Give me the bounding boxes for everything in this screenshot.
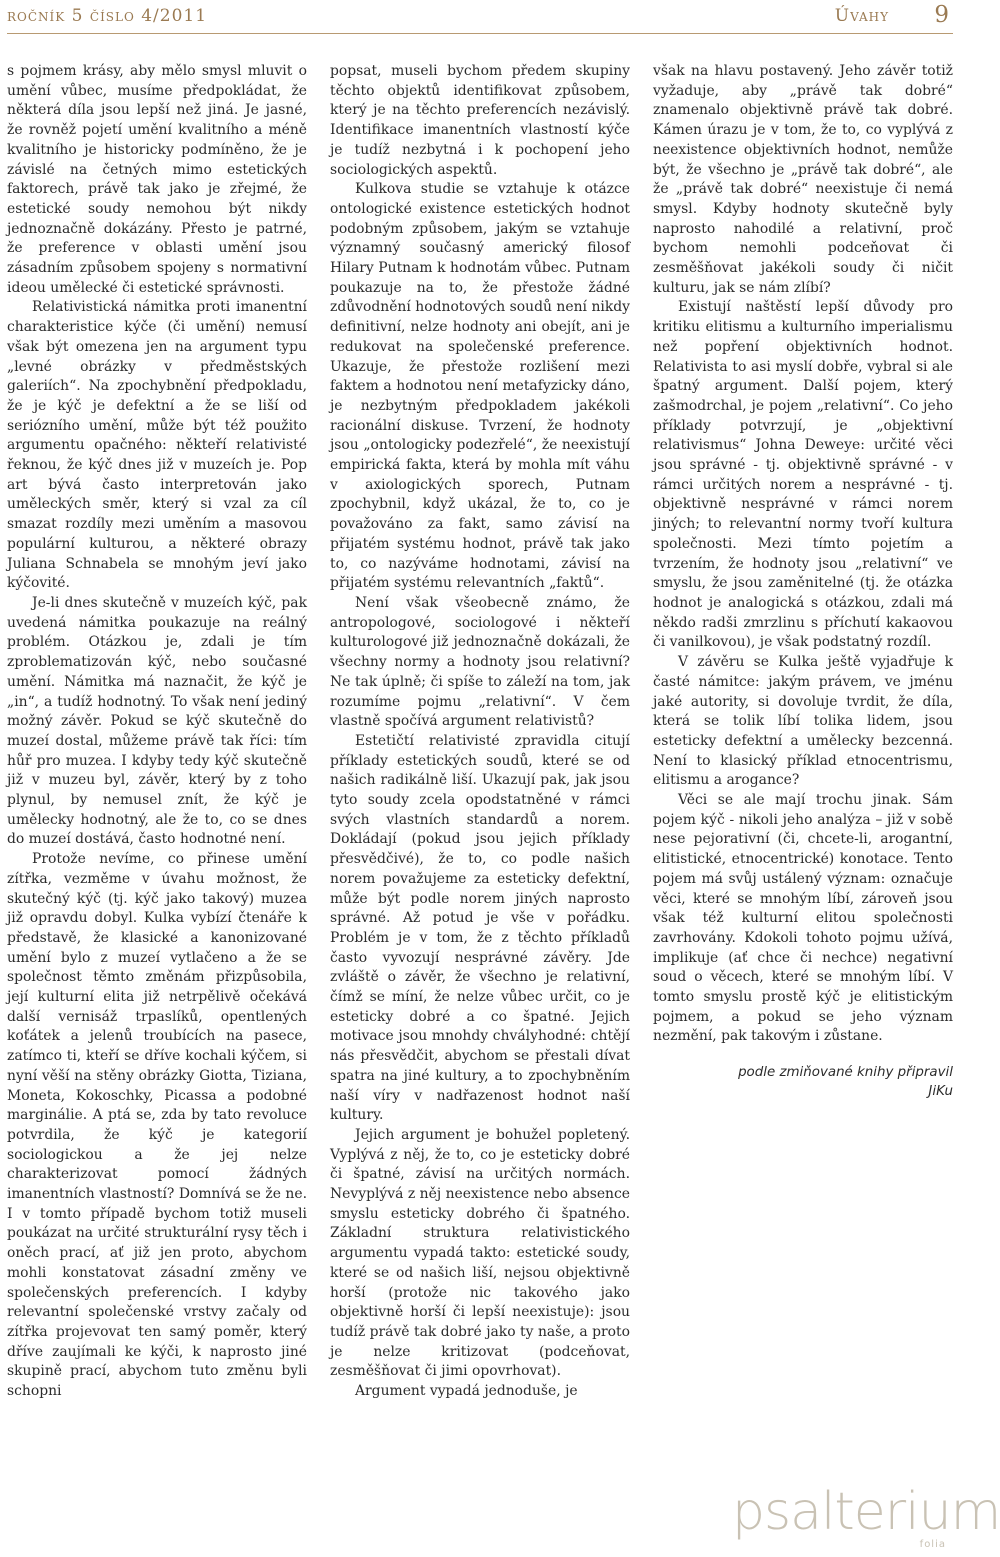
- page-number: 9: [934, 2, 949, 28]
- paragraph: V závěru se Kulka ještě vyjadřuje k časté námitce: jakým právem, ve jménu jaké autority, si dovoluje tvrdit, že díla, která se tolik líbí tolika lidem, jsou esteticky defektní a umělecky bezcenná. Není to klasický příklad etnocentrismu, elitismu a arogance?: [653, 654, 953, 789]
- paragraph: Estetičtí relativisté zpravidla citují příklady estetických soudů, které se od našich radikálně liší. Ukazují pak, jak jsou tyto soudy zcela opodstatněné v rámci svých vlastních standardů a norem. Dokládají (pokud jsou jejich příklady přesvědčivé), že to, co podle našich norem považujeme za esteticky defektní, může být podle norem jiných naprosto správné. Až potud je vše v pořádku. Problém je v tom, že z těchto příkladů často vyvozují nesprávné závěry. Jde zvláště o závěr, že všechno je relativní, čímž se míní, že nelze vůbec určit, co je esteticky dobré a co špatné. Jejich motivace jsou mnohdy chvályhodné: chtějí nás přesvědčit, abychom se přestali dívat spatra na jiné kultury, a to zpochybněním naší víry v nadřazenost hodnot naší kultury.: [330, 732, 630, 1124]
- paragraph: však na hlavu postavený. Jeho závěr totiž vyžaduje, aby „právě tak dobré“ znamenalo objektivně právě tak dobré. Kámen úrazu je v tom, že to, co vyplývá z neexistence objektivních hodnot, nemůže být, že všechno je „právě tak dobré“, ale že „právě tak dobré“ neexistuje či nemá smysl. Kdyby hodnoty skutečně byly naprosto nahodilé a relativní, proč bychom nemohli podceňovat či zesměšňovat jakékoli soudy či ničit kulturu, jak se nám zlíbí?: [653, 63, 953, 296]
- paragraph: Existují naštěstí lepší důvody pro kritiku elitismu a kulturního imperialismu než popření objektivních hodnot. Relativista to asi myslí dobře, vybral si ale špatný argument. Další pojem, který zašmodrchal, je pojem „relativní“. Co jeho příklady potvrzují, je „objektivní relativismus“ Johna Deweye: určité věci jsou správné - tj. objektivně správné - v rámci určitých norem a nesprávné - tj. objektivně nesprávné v rámci norem jiných; to relevantní normy tvoří kultura společnosti. Mezi tímto pojetím a tvrzením, že hodnoty jsou „relativní“ ve smyslu, že jsou zaměnitelné (tj. že otázka hodnot je analogická s otázkou, zdali má někdo radši zmrzlinu s příchutí kakaovou či vanilkovou), je však podstatný rozdíl.: [653, 299, 953, 651]
- paragraph: popsat, museli bychom předem skupiny těchto objektů identifikovat způsobem, který je na těchto preferencích nezávislý. Identifikace imanentních vlastností kýče je tudíž nezbytná i k pochopení jeho sociologických aspektů.: [330, 63, 630, 178]
- section-title: Úvahy: [834, 6, 889, 26]
- paragraph: Protože nevíme, co přinese umění zítřka, vezměme v úvahu možnost, že skutečný kýč (tj. kýč jako takový) muzea již opravdu dobyl. Kulka vybízí čtenáře k představě, že klasické a kanonizované umění bylo z muzeí vytlačeno a že se společnost těmto změnám přizpůsobila, její kulturní elita již netrpělivě očekává další vernisáž trpaslíků, opentlených koťátek a jelenů troubících na pasece, zatímco ti, kteří se dříve kochali kýčem, si nyní věší na stěny obrázky Giotta, Tiziana, Moneta, Kokoschky, Picassa a podobné marginálie. A ptá se, zda by tato revoluce potvrdila, že kýč je kategorií sociologickou a že jej nelze charakterizovat pomocí žádných imanentních vlastností? Domnívá se že ne. I v tomto případě bychom totiž museli poukázat na určité strukturální rysy těch i oněch prací, ať již jen proto, abychom mohli konstatovat zásadní změny ve společenských preferencích. I kdyby relevantní společenské vrstvy začaly od zítřka projevovat ten samý poměr, který dříve zaujímali ke kýči, k naprosto jiné skupině prací, abychom tuto změnu byli schopni: [7, 851, 307, 1400]
- page-header: [7, 0, 953, 40]
- column-1: [7, 62, 307, 1402]
- header-rule: [7, 33, 953, 34]
- paragraph: Kulkova studie se vztahuje k otázce ontologické existence estetických hodnot podobným způsobem, jakým se vztahuje významný současný americký filosof Hilary Putnam k hodnotám vůbec. Putnam poukazuje na to, že přestože žádné zdůvodnění hodnotových soudů není nikdy definitivní, nelze hodnoty ani obejít, ani je redukovat na společenské preference. Ukazuje, že přestože rozlišení mezi faktem a hodnotou není metafyzicky dáno, je nezbytným předpokladem jakékoli racionální diskuse. Tvrzení, že hodnoty jsou „ontologicky podezřelé“, že neexistují empirická fakta, která by mohla mít váhu v axiologických sporech, Putnam zpochybnil, když ukázal, že to, co je považováno za fakt, samo závisí na přijatém systému hodnot, právě tak jako to, co nazýváme hodnotami, závisí na přijatém systému relevantních „faktů“.: [330, 181, 630, 592]
- paragraph: Věci se ale mají trochu jinak. Sám pojem kýč - nikoli jeho analýza – již v sobě nese pejorativní (či, chcete-li, arogantní, elitistické, etnocentrické) konotace. Tento pojem má svůj ustálený význam: označuje věci, které se mnohým líbí, zároveň jsou však též kulturní elitou společnosti zavrhovány. Kdokoli tohoto pojmu užívá, implikuje (ať chce či nechce) negativní soud o věcech, které se mnohým líbí. V tomto smyslu prostě kýč je elitistickým pojmem, a pokud se jeho význam nezmění, pak takovým i zůstane.: [653, 792, 953, 1045]
- signature-line: podle zmiňované knihy připravil: [738, 1065, 953, 1081]
- paragraph: Argument vypadá jednoduše, je: [355, 1383, 578, 1400]
- paragraph: Je-li dnes skutečně v muzeích kýč, pak uvedená námitka poukazuje na reálný problém. Otázkou je, zdali je tím zproblematizován kýč, nebo současné umění. Námitka má naznačit, že kýč je „in“, a tudíž hodnotný. To však není jediný možný závěr. Pokud se kýč skutečně do muzeí dostal, můžeme právě tak říci: tím hůř pro muzea. I kdyby tedy kýč skutečně již v muzeu byl, závěr, který by z toho plynul, by nemusel znít, že kýč je umělecky hodnotný, ale že to, co se dnes do muzeí dostává, často hodnotné není.: [7, 594, 307, 848]
- issue-label: ročník 5 číslo 4/2011: [7, 6, 208, 26]
- paragraph: Relativistická námitka proti imanentní charakteristice kýče (či umění) nemusí však být omezena jen na argument typu „levné obrázky v předměstských galeriích“. Na zpochybnění předpokladu, že je kýč je defektní a že se liší od seriózního umění, může být též použito argumentu opačného: někteří relativisté řeknou, že kýč dnes již v muzeích je. Pop art bývá často interpretován jako uměleckých směr, který si vzal za cíl smazat rozdíly mezi uměním a masovou populární kulturou, a některé obrazy Juliana Schnabela se mnohým jeví jako kýčovité.: [7, 299, 307, 592]
- logo-subtitle: folia: [919, 1539, 946, 1550]
- author-signature: [653, 1063, 953, 1101]
- column-3: [653, 62, 953, 1101]
- paragraph: Není však všeobecně známo, že antropologové, sociologové i někteří kulturologové již jednoznačně dokázali, že všechny normy a hodnoty jsou relativní? Ne tak úplně; či spíše to záleží na tom, jak rozumíme pojmu „relativní“. V čem vlastně spočívá argument relativistů?: [330, 594, 630, 730]
- column-2: [330, 62, 630, 1402]
- logo-wordmark: psalterium: [732, 1482, 1000, 1542]
- psalterium-logo: [732, 1482, 1000, 1552]
- signature-initials: JiKu: [928, 1084, 953, 1100]
- paragraph: s pojmem krásy, aby mělo smysl mluvit o umění vůbec, musíme předpokládat, že některá díla jsou lepší než jiná. Je jasné, že rovněž pojetí umění kvalitního a méně kvalitního je historicky podmíněno, že je závislé na četných mimo estetických faktorech, právě tak jako je zřejmé, že estetické soudy nemohou být nikdy jednoznačně dokázány. Přesto je patrné, že preference v oblasti umění jsou zásadním způsobem spojeny s normativní ideou umělecké či estetické správnosti.: [7, 63, 307, 296]
- paragraph: Jejich argument je bohužel popletený. Vyplývá z něj, že to, co je esteticky dobré či špatné, závisí na určitých normách. Nevyplývá z něj neexistence nebo absence smyslu esteticky dobrého či špatného. Základní struktura relativistického argumentu vypadá takto: estetické soudy, které se od našich liší, nejsou objektivně horší (protože nic takového jako objektivně horší či lepší neexistuje): jsou tudíž právě tak dobré jako ty naše, a proto je nelze kritizovat (podceňovat, zesměšňovat či jimi opovrhovat).: [330, 1126, 630, 1380]
